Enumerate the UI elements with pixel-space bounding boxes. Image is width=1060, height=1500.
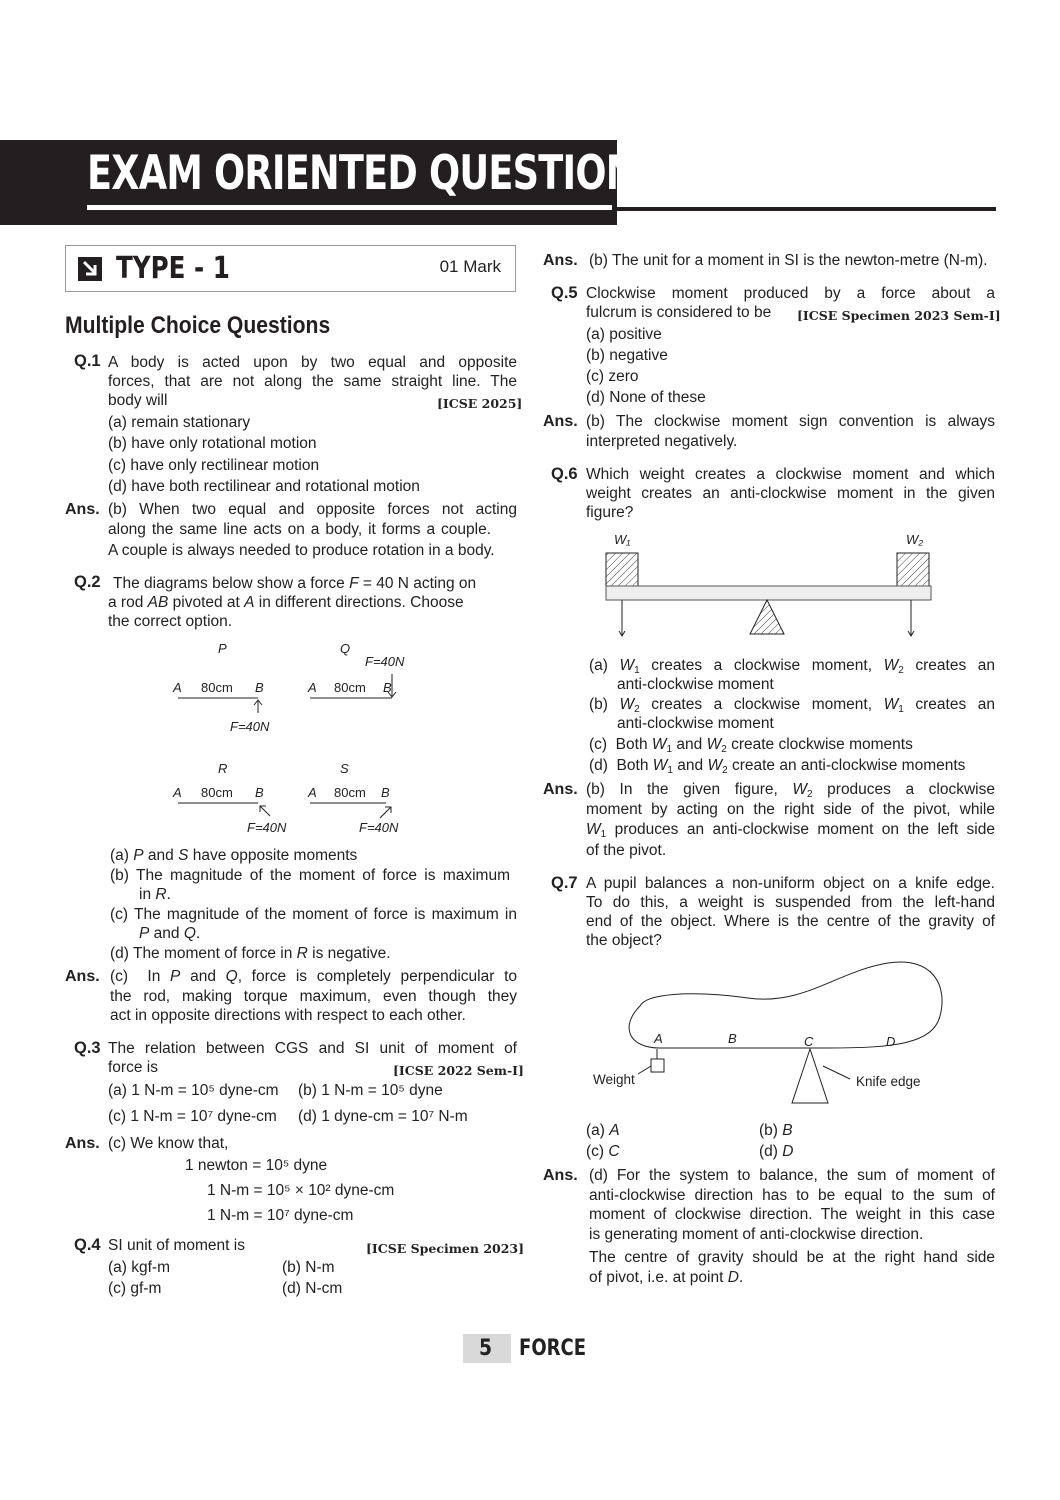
option: (c) C [586,1143,620,1160]
answer-text: of pivot, i.e. at point D. [589,1269,744,1286]
answer-label: Ans. [65,968,100,985]
weight-block-w2 [897,553,929,586]
weight-block-w1 [606,553,638,586]
suspended-weight [651,1059,664,1072]
label-r: R [218,761,228,776]
option: (c) 1 N-m = 10⁷ dyne-cm [108,1108,277,1125]
answer-label: Ans. [543,781,578,798]
question-text: body will [108,392,168,409]
weight-label: Weight [593,1072,635,1087]
answer-text: 1 N-m = 10⁷ dyne-cm [207,1207,354,1224]
question-text: figure? [586,504,634,521]
answer-text: (b) When two equal and opposite forces not acting [108,501,517,518]
option: anti-clockwise moment [617,715,774,732]
answer-text: interpreted negatively. [586,433,738,450]
label-force: F=40N [365,654,405,669]
label-a: A [308,785,317,800]
option: anti-clockwise moment [617,676,774,693]
label-a: A [308,680,317,695]
option: (c) gf-m [108,1280,162,1297]
answer-label: Ans. [543,413,578,430]
option: (c) The magnitude of the moment of force is maximum in [110,906,517,923]
option: (b) $W_2$ creates a clockwise moment, $W_1$ creates an [589,696,996,715]
answer-label: Ans. [65,1135,100,1152]
point-b: B [728,1031,737,1046]
force-arrow-s [380,807,391,818]
option: (d) The moment of force in R is negative. [110,945,391,962]
exam-tag: [ICSE 2022 Sem-I] [393,1063,524,1078]
option: (d) N-cm [282,1280,343,1297]
option: (d) have both rectilinear and rotational motion [108,478,420,495]
question-number: Q.5 [551,284,578,302]
question-number: Q.7 [551,874,578,892]
label-length: 80cm [201,680,233,695]
option: (d) Both $W_1$ and $W_2$ create an anti-clockwise moments [589,757,966,776]
label-s: S [340,761,349,776]
lever-beam [606,586,931,600]
answer-text: (b) The clockwise moment sign convention is always [586,413,995,430]
question-text: Clockwise moment produced by a force about a [586,285,995,302]
question-text: Which weight creates a clockwise moment and which [586,466,995,483]
exam-tag: [ICSE Specimen 2023] [366,1241,525,1256]
option: in R. [139,886,171,903]
question-number: Q.4 [74,1236,101,1254]
option: (a) kgf-m [108,1259,170,1276]
chapter-name: FORCE [519,1336,587,1361]
label-length: 80cm [201,785,233,800]
answer-text: The centre of gravity should be at the right hand side [589,1249,995,1266]
question-text: The relation between CGS and SI unit of moment of [108,1040,517,1057]
question-number: Q.6 [551,465,578,483]
option: (b) The magnitude of the moment of force is maximum [110,867,510,884]
weight-label-w2: W₂ [906,532,924,547]
option: (a) A [586,1122,620,1139]
section-title: Multiple Choice Questions [65,312,331,339]
label-b: B [383,680,392,695]
label-q: Q [340,641,351,656]
answer-text: 1 N-m = 10⁵ × 10² dyne-cm [207,1182,395,1199]
answer-text: act in opposite directions with respect to each other. [110,1007,466,1024]
option: (b) negative [586,347,668,364]
point-c: C [804,1034,814,1049]
option: P and Q. [139,925,201,942]
answer-text: along the same line acts on a body, it forms a couple. [108,521,491,538]
option: (d) 1 dyne-cm = 10⁷ N-m [298,1108,468,1125]
option: (b) 1 N-m = 10⁵ dyne [298,1082,443,1099]
pivot-fulcrum [750,600,784,634]
question-text: A body is acted upon by two equal and opposite [108,354,517,371]
knife-edge-label: Knife edge [856,1074,921,1089]
label-force: F=40N [230,719,270,734]
answer-text: $W_1$ produces an anti-clockwise moment on the left side [586,821,995,840]
knife-edge [792,1049,828,1103]
point-d: D [886,1034,896,1049]
answer-text: anti-clockwise direction has to be equal to the sum of [589,1187,995,1204]
exam-tag: [ICSE 2025] [437,396,523,411]
question-text: force is [108,1059,158,1076]
title-underline [87,205,612,210]
answer-label: Ans. [543,252,578,269]
type-box [65,245,516,292]
answer-text: (b) The unit for a moment in SI is the newton-metre (N-m). [589,252,988,269]
question-text: fulcrum is considered to be [586,304,772,321]
answer-text: (d) For the system to balance, the sum of moment of [589,1167,995,1184]
rod-force-diagrams [160,636,440,842]
option: (c) Both $W_1$ and $W_2$ create clockwise moments [589,736,913,755]
option: (c) have only rectilinear motion [108,457,320,474]
label-force: F=40N [359,820,399,835]
point-a: A [654,1031,663,1046]
option: (a) $W_1$ creates a clockwise moment, $W_2$ creates an [589,657,996,676]
option: (a) remain stationary [108,414,251,431]
option: (b) N-m [282,1259,335,1276]
option: (a) positive [586,326,662,343]
marks-label: 01 Mark [439,257,501,276]
question-text: The diagrams below show a force F = 40 N acting on [113,575,477,592]
answer-text: moment by acting on the right side of the pivot, while [586,801,995,818]
arrow-down-right-icon [78,257,102,281]
question-text: A pupil balances a non-uniform object on a knife edge. [586,875,995,892]
option: (b) have only rotational motion [108,435,317,452]
question-number: Q.2 [74,573,101,591]
option: (a) P and S have opposite moments [110,847,358,864]
lever-weights-diagram [600,526,940,642]
question-text: end of the object. Where is the centre of the gravity of [586,913,995,930]
exam-tag: [ICSE Specimen 2023 Sem-I] [797,308,1001,323]
header-rule [617,207,996,211]
knife-edge-diagram [588,956,948,1108]
answer-text: moment of clockwise direction. The weight in this case [589,1206,995,1223]
label-length: 80cm [334,680,366,695]
question-text: the correct option. [108,613,233,630]
label-p: P [218,641,227,656]
question-number: Q.1 [74,352,101,370]
label-length: 80cm [334,785,366,800]
label-a: A [173,680,182,695]
force-arrow-r [260,806,270,816]
page-number: 5 [479,1336,493,1361]
option: (c) zero [586,368,639,385]
question-text: forces, that are not along the same straight line. The [108,373,517,390]
answer-label: Ans. [65,501,100,518]
answer-text: 1 newton = 10⁵ dyne [185,1157,328,1174]
answer-label: Ans. [543,1167,578,1184]
label-b: B [381,785,390,800]
type-label: TYPE - 1 [116,251,230,286]
page-title: EXAM ORIENTED QUESTIONS [87,146,662,201]
answer-text: (b) In the given figure, $W_2$ produces a clockwise [586,781,995,800]
question-text: SI unit of moment is [108,1237,245,1254]
answer-text: the rod, making torque maximum, even though they [110,988,517,1005]
option: (d) None of these [586,389,706,406]
label-b: B [255,680,264,695]
label-b: B [255,785,264,800]
weight-label-w1: W₁ [614,532,631,547]
answer-text: is generating moment of anti-clockwise direction. [589,1226,924,1243]
label-force: F=40N [247,820,287,835]
option: (d) D [759,1143,794,1160]
answer-text: of the pivot. [586,842,667,859]
question-text: the object? [586,932,662,949]
question-text: To do this, a weight is suspended from the left-hand [586,894,995,911]
question-text: a rod AB pivoted at A in different directions. Choose [108,594,464,611]
option: (a) 1 N-m = 10⁵ dyne-cm [108,1082,279,1099]
question-text: weight creates an anti-clockwise moment in the given [586,485,995,502]
answer-text: A couple is always needed to produce rotation in a body. [108,542,495,559]
question-number: Q.3 [74,1039,101,1057]
option: (b) B [759,1122,793,1139]
label-a: A [173,785,182,800]
answer-text: (c) We know that, [108,1135,229,1152]
answer-text: (c) In P and Q, force is completely perpendicular to [110,968,517,985]
